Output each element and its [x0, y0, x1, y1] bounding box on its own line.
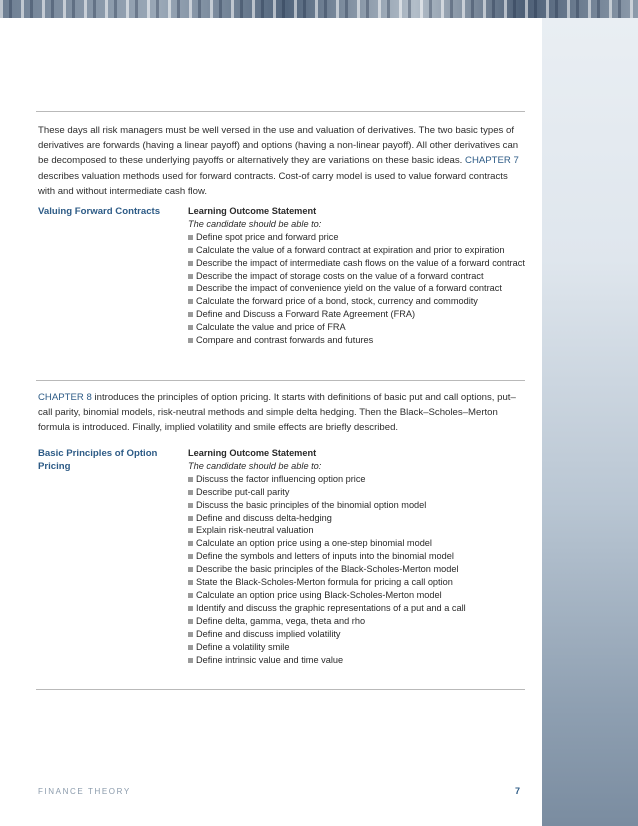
list-item-text: Discuss the factor influencing option price [196, 473, 366, 484]
outcome-list [188, 231, 528, 347]
intro-text: These days all risk managers must be well versed in the use and valuation of derivatives. The two basic types of derivatives are forwards (having a linear payoff) and options (having a non-linear payoff). All other derivatives can be decomposed to these underlying payoffs or alternatively they are variations on these basic ideas. [38, 125, 519, 167]
list-item-text: Define delta, gamma, vega, theta and rho [196, 615, 366, 626]
top-divider [36, 111, 525, 112]
list-item [188, 282, 528, 295]
outcome-list [188, 473, 528, 667]
list-item [188, 628, 528, 641]
square-bullet-icon [188, 528, 193, 533]
square-bullet-icon [188, 632, 193, 637]
chapter-7-label: CHAPTER 7 [465, 155, 519, 167]
square-bullet-icon [188, 658, 193, 663]
middle-divider [36, 380, 525, 381]
square-bullet-icon [188, 593, 193, 598]
chapter-8-text: introduces the principles of option pricing. It starts with definitions of basic put and call options, put–call parity, binomial models, risk-neutral methods and simple delta hedging. Then the Black–Scholes–Merton formula is introduced. Finally, implied volatility and smile effects are briefly described. [38, 392, 516, 434]
page-number: 7 [515, 786, 521, 796]
list-item-text: State the Black-Scholes-Merton formula for pricing a call option [196, 577, 453, 588]
list-item [188, 524, 528, 537]
list-item [188, 512, 528, 525]
bottom-divider [36, 689, 525, 690]
lo-subheading: The candidate should be able to: [188, 460, 322, 471]
list-item-text: Define and Discuss a Forward Rate Agreement (FRA) [196, 309, 416, 320]
list-item [188, 257, 528, 270]
list-item [188, 576, 528, 589]
square-bullet-icon [188, 299, 193, 304]
square-bullet-icon [188, 619, 193, 624]
list-item [188, 486, 528, 499]
list-item [188, 563, 528, 576]
square-bullet-icon [188, 235, 193, 240]
list-item-text: Define and discuss implied volatility [196, 628, 341, 639]
list-item-text: Define and discuss delta-hedging [196, 512, 332, 523]
square-bullet-icon [188, 274, 193, 279]
square-bullet-icon [188, 567, 193, 572]
list-item-text: Compare and contrast forwards and futures [196, 335, 374, 346]
list-item [188, 321, 528, 334]
square-bullet-icon [188, 286, 193, 291]
square-bullet-icon [188, 503, 193, 508]
square-bullet-icon [188, 516, 193, 521]
list-item-text: Discuss the basic principles of the binomial option model [196, 499, 427, 510]
list-item-text: Describe put-call parity [196, 486, 290, 497]
list-item-text: Calculate the value and price of FRA [196, 322, 346, 333]
list-item-text: Describe the impact of storage costs on the value of a forward contract [196, 270, 484, 281]
square-bullet-icon [188, 606, 193, 611]
chapter-8-paragraph [38, 390, 526, 436]
list-item [188, 244, 528, 257]
list-item-text: Identify and discuss the graphic representations of a put and a call [196, 602, 466, 613]
list-item-text: Calculate the value of a forward contract at expiration and prior to expiration [196, 244, 505, 255]
list-item [188, 602, 528, 615]
list-item-text: Define spot price and forward price [196, 231, 339, 242]
list-item [188, 589, 528, 602]
list-item [188, 231, 528, 244]
square-bullet-icon [188, 477, 193, 482]
learning-outcomes [188, 205, 528, 347]
list-item [188, 499, 528, 512]
intro-paragraph [38, 123, 526, 199]
list-item-text: Describe the impact of intermediate cash flows on the value of a forward contract [196, 257, 525, 268]
lo-heading: Learning Outcome Statement [188, 448, 317, 458]
list-item [188, 550, 528, 563]
list-item-text: Define the symbols and letters of inputs into the binomial model [196, 551, 454, 562]
chapter-8-label: CHAPTER 8 [38, 392, 92, 403]
list-item [188, 654, 528, 667]
square-bullet-icon [188, 261, 193, 266]
list-item [188, 615, 528, 628]
list-item-text: Calculate the forward price of a bond, stock, currency and commodity [196, 296, 478, 307]
list-item [188, 270, 528, 283]
list-item [188, 641, 528, 654]
lo-subheading: The candidate should be able to: [188, 218, 322, 229]
list-item [188, 308, 528, 321]
square-bullet-icon [188, 490, 193, 495]
list-item-text: Define a volatility smile [196, 641, 290, 652]
list-item-text: Calculate an option price using Black-Scholes-Merton model [196, 589, 442, 600]
section-title: Basic Principles of Option Pricing [38, 448, 158, 473]
list-item-text: Define intrinsic value and time value [196, 654, 344, 665]
square-bullet-icon [188, 580, 193, 585]
decorative-sidebar [542, 18, 638, 826]
learning-outcomes [188, 447, 528, 666]
square-bullet-icon [188, 541, 193, 546]
lo-heading: Learning Outcome Statement [188, 206, 317, 216]
list-item [188, 473, 528, 486]
footer-label: FINANCE THEORY [38, 787, 131, 796]
intro-text-continued: describes valuation methods used for forward contracts. Cost-of carry model is used to value forward contracts with and without intermediate cash flow. [38, 170, 508, 197]
list-item-text: Describe the basic principles of the Black-Scholes-Merton model [196, 564, 459, 575]
square-bullet-icon [188, 312, 193, 317]
square-bullet-icon [188, 325, 193, 330]
list-item [188, 295, 528, 308]
list-item-text: Describe the impact of convenience yield on the value of a forward contract [196, 283, 502, 294]
header-photo-strip [0, 0, 638, 18]
square-bullet-icon [188, 248, 193, 253]
list-item-text: Calculate an option price using a one-step binomial model [196, 538, 432, 549]
square-bullet-icon [188, 554, 193, 559]
square-bullet-icon [188, 645, 193, 650]
square-bullet-icon [188, 338, 193, 343]
list-item-text: Explain risk-neutral valuation [196, 525, 314, 536]
section-title: Valuing Forward Contracts [38, 206, 161, 217]
list-item [188, 537, 528, 550]
list-item [188, 334, 528, 347]
